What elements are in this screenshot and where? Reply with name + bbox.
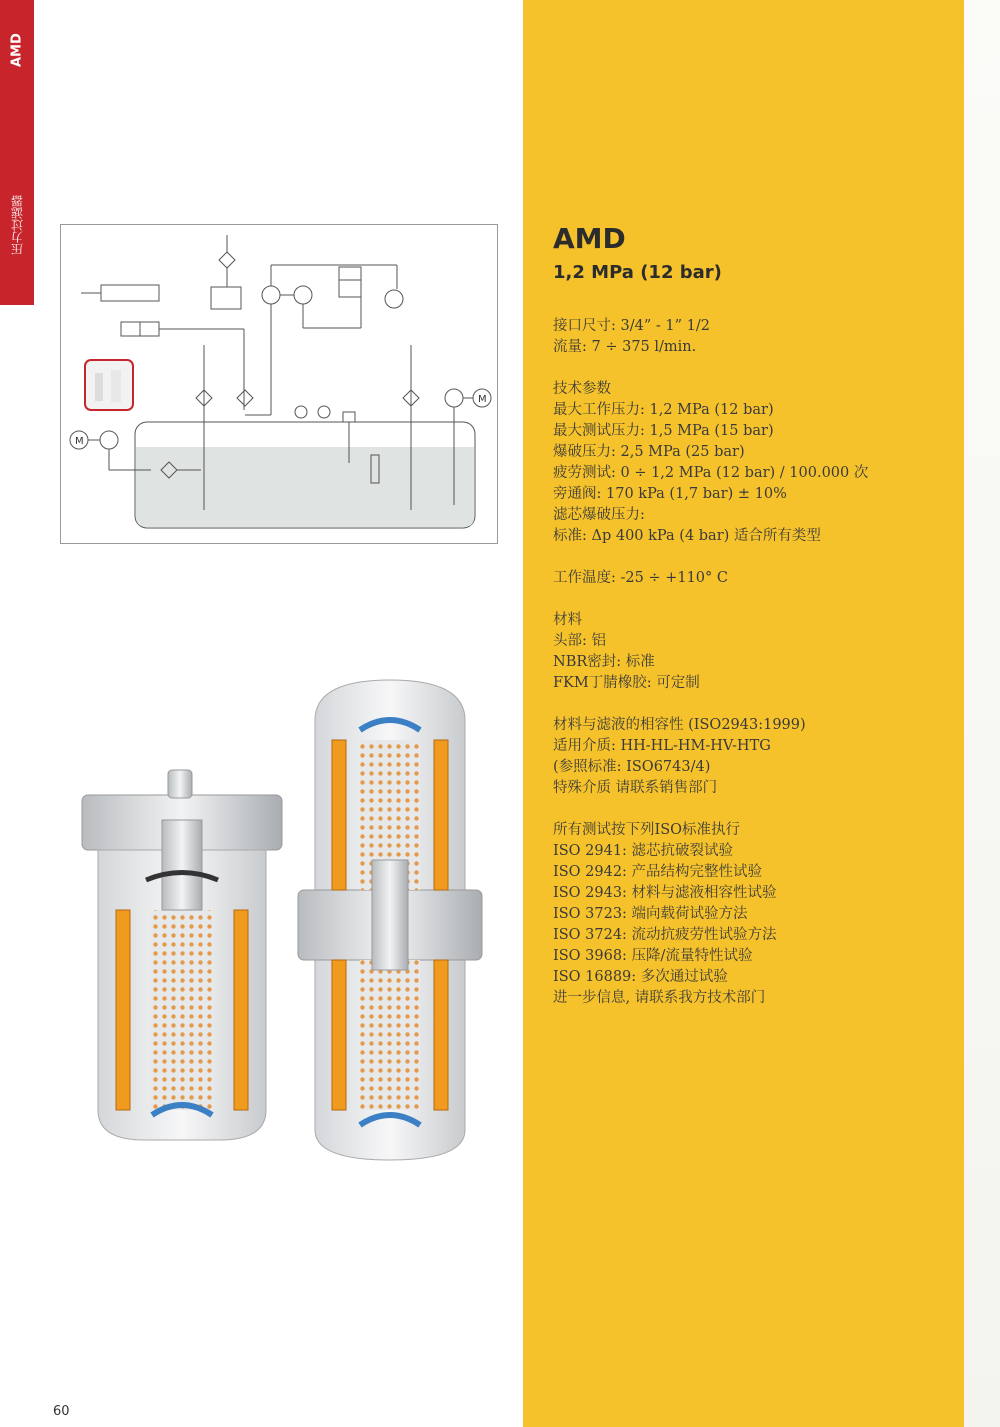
motor-label-left: M bbox=[75, 436, 84, 447]
page-title: AMD bbox=[553, 222, 626, 255]
spec-line: 特殊介质 请联系销售部门 bbox=[553, 780, 718, 796]
spec-line: 疲劳测试: 0 ÷ 1,2 MPa (12 bar) / 100.000 次 bbox=[553, 465, 869, 481]
spec-line: NBR密封: 标准 bbox=[553, 654, 655, 670]
specifications bbox=[553, 316, 953, 1030]
connection-group bbox=[553, 316, 953, 358]
page-number: 60 bbox=[53, 1404, 70, 1419]
spec-line: 流量: 7 ÷ 375 l/min. bbox=[553, 339, 697, 355]
spec-heading: 材料与滤液的相容性 (ISO2943:1999) bbox=[553, 717, 806, 733]
spec-line: ISO 2941: 滤芯抗破裂试验 bbox=[553, 843, 734, 859]
hydraulic-circuit-diagram bbox=[60, 224, 498, 544]
spec-line: 工作温度: -25 ÷ +110° C bbox=[553, 570, 728, 586]
spec-line: 适用介质: HH-HL-HM-HV-HTG bbox=[553, 738, 771, 754]
spec-heading: 所有测试按下列ISO标准执行 bbox=[553, 822, 741, 838]
spec-line: 接口尺寸: 3/4” - 1” 1/2 bbox=[553, 318, 710, 334]
spec-line: 最大工作压力: 1,2 MPa (12 bar) bbox=[553, 402, 774, 418]
spec-line: 最大测试压力: 1,5 MPa (15 bar) bbox=[553, 423, 774, 439]
section-code: AMD bbox=[9, 33, 25, 67]
pressure-rating: 1,2 MPa (12 bar) bbox=[553, 262, 722, 283]
filter-cutaway-illustration bbox=[70, 670, 490, 1170]
spec-heading: 技术参数 bbox=[553, 381, 611, 397]
section-category: 压力过滤器 bbox=[10, 195, 25, 255]
technical-group bbox=[553, 379, 953, 547]
compatibility-group bbox=[553, 715, 953, 799]
spec-line: 旁通阀: 170 kPa (1,7 bar) ± 10% bbox=[553, 486, 787, 502]
right-filter-assembly bbox=[298, 680, 482, 1160]
section-tab bbox=[0, 0, 34, 305]
spec-heading: 材料 bbox=[553, 612, 582, 628]
left-filter-assembly bbox=[82, 770, 282, 1140]
materials-group bbox=[553, 610, 953, 694]
motor-label-right: M bbox=[478, 394, 487, 405]
spec-line: ISO 3968: 压降/流量特性试验 bbox=[553, 948, 753, 964]
spec-line: FKM丁腈橡胶: 可定制 bbox=[553, 675, 700, 691]
spec-line: 头部: 铝 bbox=[553, 633, 606, 649]
spec-line: 标准: Δp 400 kPa (4 bar) 适合所有类型 bbox=[553, 528, 821, 544]
spec-line: (参照标准: ISO6743/4) bbox=[553, 759, 711, 775]
spec-line: ISO 3723: 端向载荷试验方法 bbox=[553, 906, 748, 922]
spec-line: 进一步信息, 请联系我方技术部门 bbox=[553, 990, 766, 1006]
spec-line: ISO 3724: 流动抗疲劳性试验方法 bbox=[553, 927, 777, 943]
page-edge-strip bbox=[964, 0, 1000, 1427]
spec-line: ISO 2943: 材料与滤液相容性试验 bbox=[553, 885, 777, 901]
standards-group bbox=[553, 820, 953, 1009]
temperature-group bbox=[553, 568, 953, 589]
spec-line: 爆破压力: 2,5 MPa (25 bar) bbox=[553, 444, 745, 460]
circuit-svg bbox=[61, 225, 497, 543]
spec-line: ISO 2942: 产品结构完整性试验 bbox=[553, 864, 763, 880]
spec-line: ISO 16889: 多次通过试验 bbox=[553, 969, 728, 985]
highlighted-filter-icon bbox=[85, 360, 133, 410]
spec-line: 滤芯爆破压力: bbox=[553, 507, 645, 523]
